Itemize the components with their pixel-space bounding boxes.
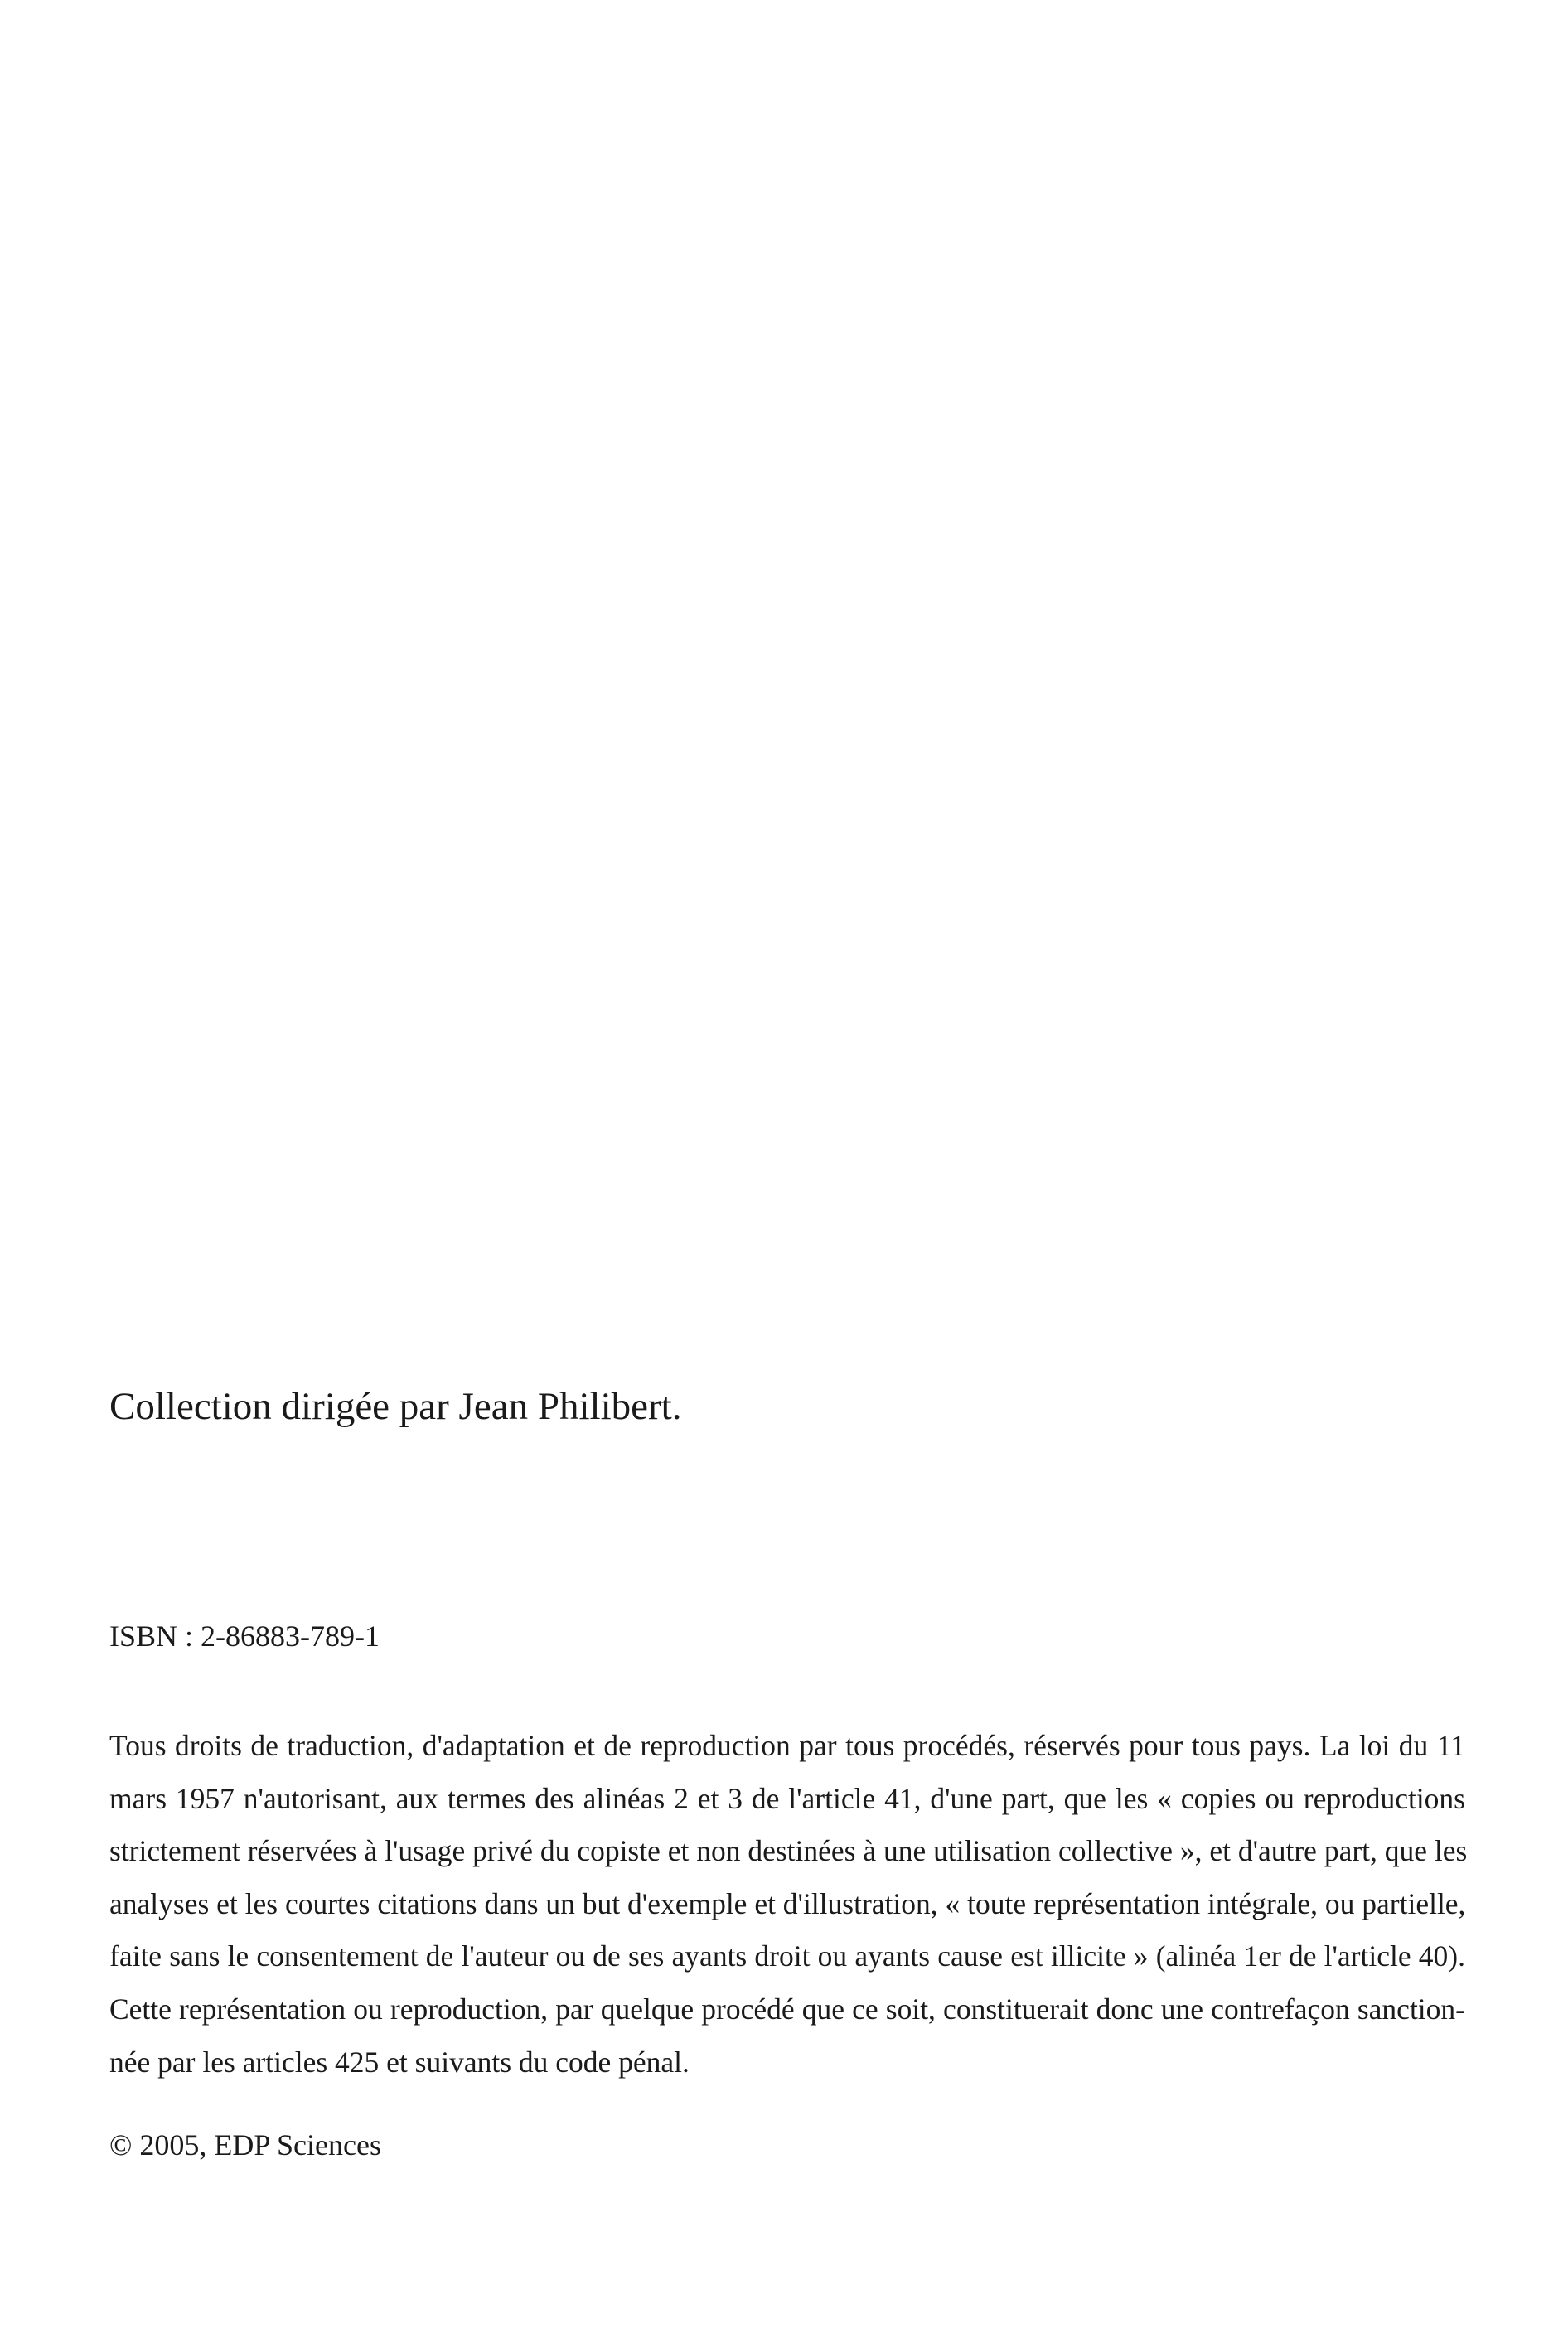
rights-line: née par les articles 425 et suivants du code pénal. <box>109 2045 690 2079</box>
rights-line: Cette représentation ou reproduction, par quelque procédé que ce soit, constituerait donc une contrefaçon sanction- <box>109 1992 1465 2026</box>
rights-paragraph <box>109 1720 1468 2089</box>
rights-line: Tous droits de traduction, d'adaptation et de reproduction par tous procédés, réservés pour tous pays. La loi du 11 <box>109 1729 1465 1762</box>
rights-line: strictement réservées à l'usage privé du copiste et non destinées à une utilisation collective », et d'autre part, que les <box>109 1834 1468 1868</box>
rights-line: faite sans le consentement de l'auteur ou de ses ayants droit ou ayants cause est illicite » (alinéa 1er de l'article 40). <box>109 1939 1465 1973</box>
collection-editor-line: Collection dirigée par Jean Philibert. <box>109 1385 682 1428</box>
rights-line: analyses et les courtes citations dans un but d'exemple et d'illustration, « toute représentation intégrale, ou partielle, <box>109 1886 1466 1920</box>
isbn-line: ISBN : 2-86883-789-1 <box>109 1619 380 1653</box>
copyright-line: © 2005, EDP Sciences <box>109 2128 381 2162</box>
rights-line: mars 1957 n'autorisant, aux termes des alinéas 2 et 3 de l'article 41, d'une part, que les « copies ou reproductions <box>109 1781 1465 1815</box>
